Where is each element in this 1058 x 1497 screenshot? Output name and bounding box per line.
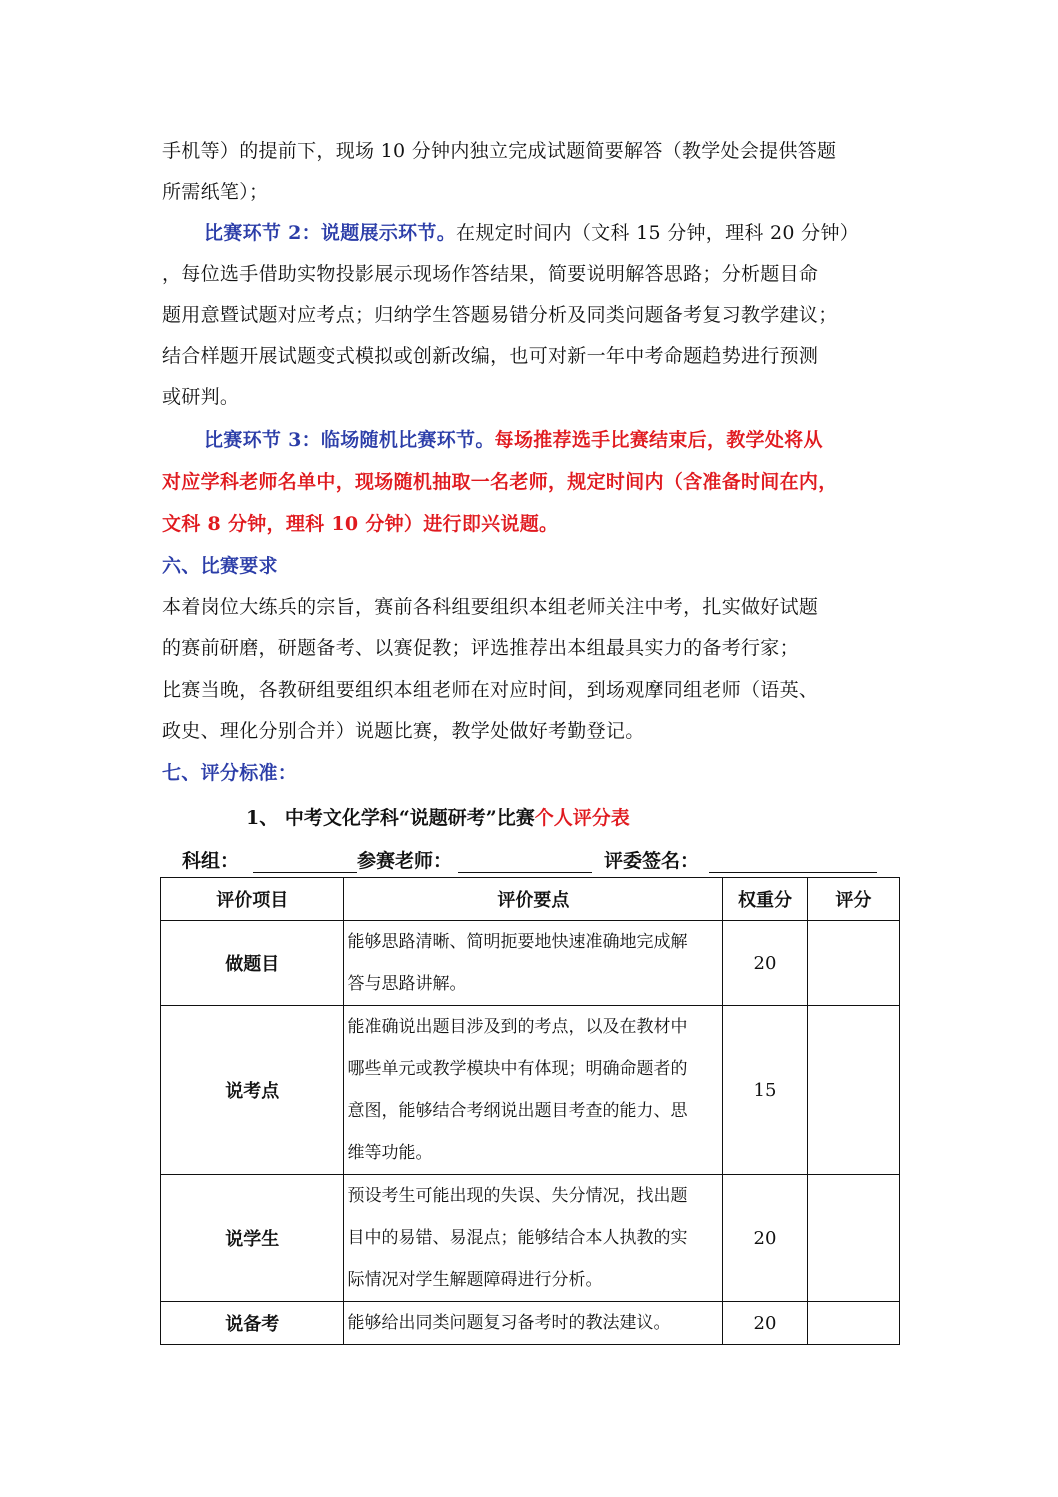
row-weight: 20 bbox=[723, 921, 807, 1006]
paragraph-line: 的赛前研磨，研题备考、以赛促教；评选推荐出本组最具实力的备考行家； bbox=[162, 637, 799, 659]
row-grade-cell[interactable] bbox=[807, 1302, 899, 1345]
paragraph-line: 或研判。 bbox=[162, 386, 240, 408]
score-table bbox=[160, 877, 900, 1345]
stage-3-label: 比赛环节 3：临场随机比赛环节。 bbox=[204, 429, 495, 451]
points-line: 预设考生可能出现的失误、失分情况，找出题 bbox=[347, 1186, 688, 1206]
teacher-blank[interactable] bbox=[458, 852, 592, 873]
score-table-title-red: 个人评分表 bbox=[534, 807, 630, 829]
points-line: 能够给出同类问题复习备考时的教法建议。 bbox=[347, 1313, 671, 1333]
stage-3-text: 每场推荐选手比赛结束后，教学处将从 bbox=[494, 429, 823, 451]
points-line: 能够思路清晰、简明扼要地快速准确地完成解 bbox=[347, 932, 688, 952]
stage-2-label: 比赛环节 2：说题展示环节。 bbox=[204, 222, 457, 244]
row-points bbox=[344, 1175, 723, 1302]
row-weight: 15 bbox=[723, 1006, 807, 1175]
score-table-title bbox=[246, 803, 630, 830]
table-row bbox=[161, 1175, 900, 1302]
points-line: 哪些单元或教学模块中有体现；明确命题者的 bbox=[347, 1059, 688, 1079]
group-label: 科组： bbox=[182, 850, 240, 872]
points-line: 意图，能够结合考纲说出题目考查的能力、思 bbox=[347, 1101, 688, 1121]
paragraph-line: 对应学科老师名单中，现场随机抽取一名老师，规定时间内（含准备时间在内， bbox=[162, 471, 838, 493]
judge-blank[interactable] bbox=[709, 852, 877, 873]
row-grade-cell[interactable] bbox=[807, 1175, 899, 1302]
row-points bbox=[344, 921, 723, 1006]
header-grade: 评分 bbox=[807, 878, 899, 921]
points-line: 际情况对学生解题障碍进行分析。 bbox=[347, 1270, 603, 1290]
table-row bbox=[161, 921, 900, 1006]
group-blank[interactable] bbox=[253, 852, 357, 873]
paragraph-line bbox=[204, 428, 823, 452]
paragraph-line: 比赛当晚，各教研组要组织本组老师在对应时间，到场观摩同组老师（语英、 bbox=[162, 679, 819, 701]
row-grade-cell[interactable] bbox=[807, 921, 899, 1006]
row-item: 做题目 bbox=[161, 921, 344, 1006]
table-row bbox=[161, 1006, 900, 1175]
table-header-row bbox=[161, 878, 900, 921]
points-line: 目中的易错、易混点；能够结合本人执教的实 bbox=[347, 1228, 688, 1248]
points-line: 答与思路讲解。 bbox=[347, 974, 467, 994]
score-table-title-prefix: 1、 中考文化学科“说题研考”比赛 bbox=[246, 807, 535, 829]
header-weight: 权重分 bbox=[723, 878, 807, 921]
section-7-heading: 七、评分标准： bbox=[162, 762, 298, 784]
paragraph-line: 所需纸笔）； bbox=[162, 181, 269, 203]
row-weight: 20 bbox=[723, 1175, 807, 1302]
teacher-label: 参赛老师： bbox=[357, 850, 453, 872]
paragraph-line: 结合样题开展试题变式模拟或创新改编，也可对新一年中考命题趋势进行预测 bbox=[162, 345, 819, 367]
header-points: 评价要点 bbox=[344, 878, 723, 921]
table-row bbox=[161, 1302, 900, 1345]
points-line: 维等功能。 bbox=[347, 1143, 433, 1163]
row-points bbox=[344, 1006, 723, 1175]
paragraph-line: 手机等）的提前下，现场 10 分钟内独立完成试题简要解答（教学处会提供答题 bbox=[162, 140, 837, 162]
paragraph-line: 题用意暨试题对应考点；归纳学生答题易错分析及同类问题备考复习教学建议； bbox=[162, 304, 838, 326]
paragraph-line: 政史、理化分别合并）说题比赛，教学处做好考勤登记。 bbox=[162, 720, 645, 742]
paragraph-line: 文科 8 分钟，理科 10 分钟）进行即兴说题。 bbox=[162, 513, 559, 535]
paragraph-line: ，每位选手借助实物投影展示现场作答结果，简要说明解答思路；分析题目命 bbox=[162, 263, 819, 285]
section-6-heading: 六、比赛要求 bbox=[162, 555, 278, 577]
row-item: 说备考 bbox=[161, 1302, 344, 1345]
signature-row bbox=[182, 846, 877, 873]
paragraph-line bbox=[204, 221, 859, 245]
row-item: 说考点 bbox=[161, 1006, 344, 1175]
header-item: 评价项目 bbox=[161, 878, 344, 921]
row-points bbox=[344, 1302, 723, 1345]
paragraph-line: 本着岗位大练兵的宗旨，赛前各科组要组织本组老师关注中考，扎实做好试题 bbox=[162, 596, 819, 618]
stage-2-text: 在规定时间内（文科 15 分钟，理科 20 分钟） bbox=[456, 222, 860, 244]
judge-label: 评委签名： bbox=[604, 850, 700, 872]
row-grade-cell[interactable] bbox=[807, 1006, 899, 1175]
row-weight: 20 bbox=[723, 1302, 807, 1345]
row-item: 说学生 bbox=[161, 1175, 344, 1302]
points-line: 能准确说出题目涉及到的考点，以及在教材中 bbox=[347, 1017, 688, 1037]
